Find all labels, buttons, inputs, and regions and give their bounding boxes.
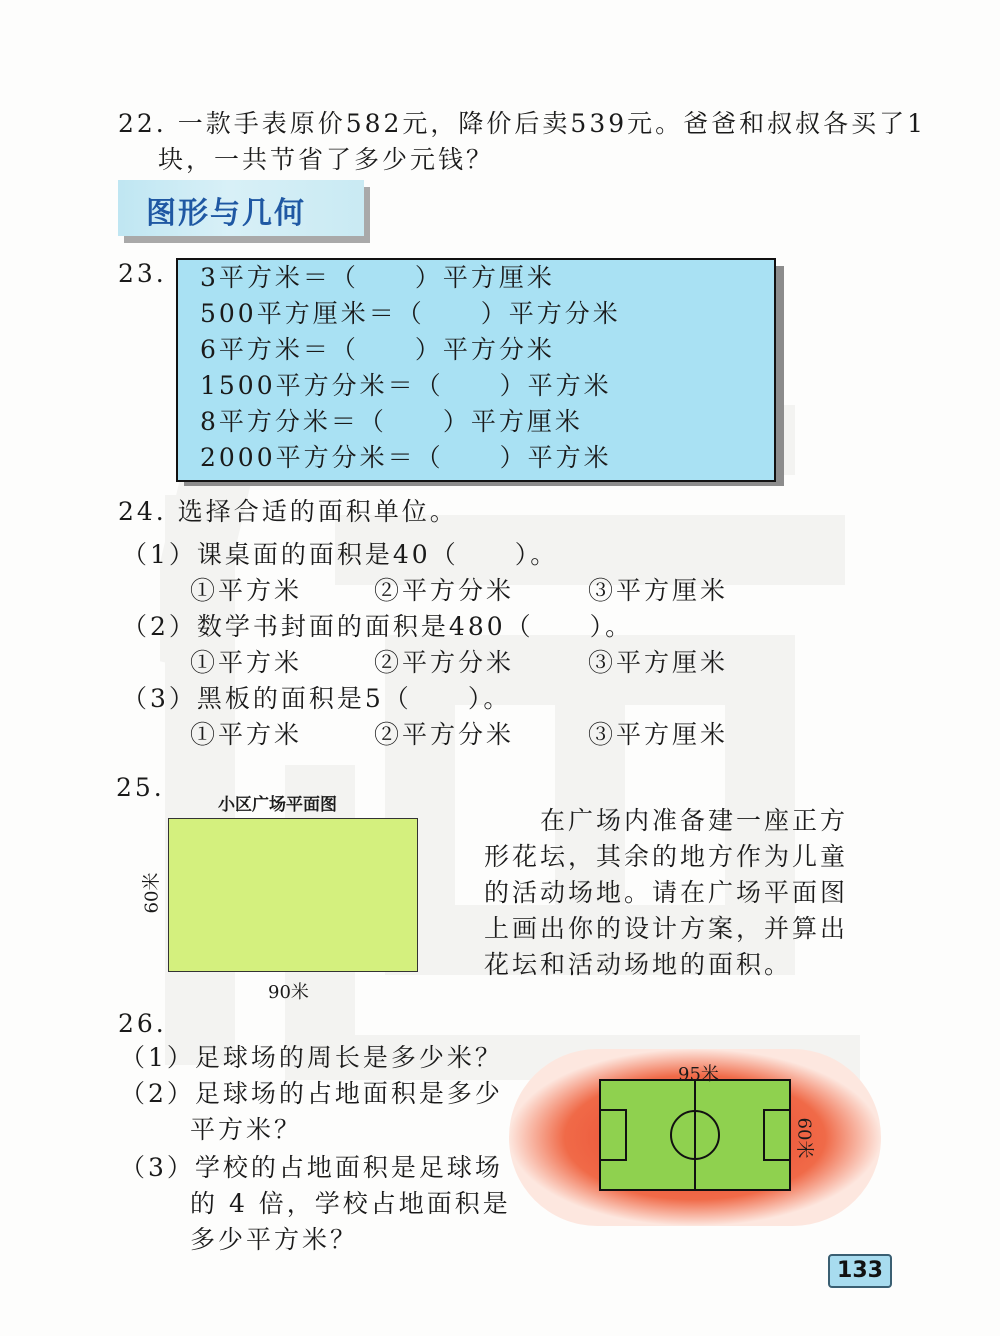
q24-option: ②平方分米 xyxy=(374,720,515,749)
q24-question-1: （1）课桌面的面积是40（ ）。 xyxy=(122,540,559,569)
q24-option: ①平方米 xyxy=(190,648,303,677)
q26-line: 平方米？ xyxy=(190,1115,303,1144)
q24-option: ①平方米 xyxy=(190,576,303,605)
q23-box xyxy=(176,258,776,482)
q25-text: 在广场内准备建一座正方 xyxy=(540,806,849,835)
q25-number: 25. xyxy=(116,773,165,802)
field-width-label: 95米 xyxy=(678,1064,719,1085)
q23-item: 500平方厘米＝（ ）平方分米 xyxy=(200,299,621,328)
q23-item: 8平方分米＝（ ）平方厘米 xyxy=(200,407,583,436)
q23-item: 1500平方分米＝（ ）平方米 xyxy=(200,371,612,400)
plan-title: 小区广场平面图 xyxy=(218,795,337,815)
q26-line: （3）学校的占地面积是足球场 xyxy=(120,1153,503,1182)
q24-option: ②平方分米 xyxy=(374,648,515,677)
section-banner xyxy=(118,180,364,236)
q24-option: ③平方厘米 xyxy=(588,576,729,605)
q22-line2: 块，一共节省了多少元钱？ xyxy=(158,145,495,174)
q22-line1: 22. 一款手表原价582元，降价后卖539元。爸爸和叔叔各买了1 xyxy=(118,109,927,138)
q23-item: 6平方米＝（ ）平方分米 xyxy=(200,335,555,364)
q26-line: （1）足球场的周长是多少米？ xyxy=(120,1043,503,1072)
q24-title: 24. 选择合适的面积单位。 xyxy=(118,497,458,526)
plan-height-label: 60米 xyxy=(141,872,163,914)
q24-option: ③平方厘米 xyxy=(588,720,729,749)
plaza-plan-rect xyxy=(168,818,418,972)
section-title: 图形与几何 xyxy=(146,196,306,231)
q26-line: （2）足球场的占地面积是多少 xyxy=(120,1079,503,1108)
q25-text: 花坛和活动场地的面积。 xyxy=(484,950,793,979)
q23-number: 23. xyxy=(118,259,167,288)
q24-option: ①平方米 xyxy=(190,720,303,749)
q26-line: 多少平方米？ xyxy=(190,1225,359,1254)
plan-width-label: 90米 xyxy=(268,982,309,1003)
q24-option: ③平方厘米 xyxy=(588,648,729,677)
q23-item: 3平方米＝（ ）平方厘米 xyxy=(200,263,555,292)
q25-text: 的活动场地。请在广场平面图 xyxy=(484,878,849,907)
q24-option: ②平方分米 xyxy=(374,576,515,605)
q24-question-3: （3）黑板的面积是5（ ）。 xyxy=(122,684,512,713)
q24-question-2: （2）数学书封面的面积是480（ ）。 xyxy=(122,612,634,641)
page-number: 133 xyxy=(828,1254,892,1288)
q23-item: 2000平方分米＝（ ）平方米 xyxy=(200,443,612,472)
q26-line: 的 4 倍，学校占地面积是 xyxy=(190,1189,511,1218)
field-height-label: 60米 xyxy=(793,1117,815,1159)
q25-text: 形花坛，其余的地方作为儿童 xyxy=(484,842,849,871)
q25-text: 上画出你的设计方案，并算出 xyxy=(484,914,849,943)
q26-number: 26. xyxy=(118,1009,167,1038)
